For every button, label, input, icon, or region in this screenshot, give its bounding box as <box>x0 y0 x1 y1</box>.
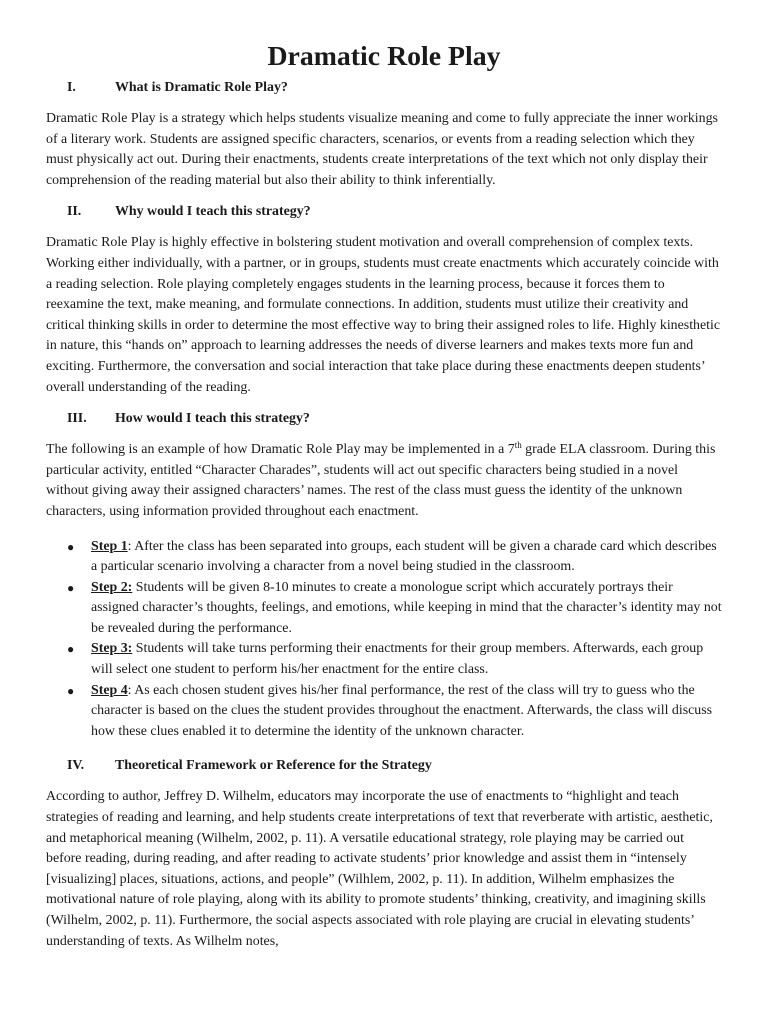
steps-list <box>46 537 722 743</box>
section-number: II. <box>67 204 82 220</box>
step-text: : As each chosen student gives his/her final performance, the rest of the class will try to guess who the character is based on the clues the student provides throughout the enactment. Afterwards, the class will discuss how these clues enabled it to determine the identity of the unknown character. <box>91 682 713 739</box>
section-paragraph-4: According to author, Jeffrey D. Wilhelm, educators may incorporate the use of enactments to “highlight and teach strategies of reading and learning, and help students create interpretations of text that reverberate with artistic, aesthetic, and metaphorical meaning (Wilhelm, 2002, p. 11). A versatile educational strategy, role playing may be carried out before reading, during reading, and after reading to activate students’ prior knowledge and assist them in “intensely [visualizing] places, situations, actions, and people” (Wilhlem, 2002, p. 11). In addition, Wilhelm emphasizes the motivational nature of role playing, along with its ability to promote students’ thinking, creativity, and imagining skills (Wilhelm, 2002, p. 11). Furthermore, the social aspects associated with role playing are crucial in elevating students’ understanding of texts. As Wilhelm notes, <box>46 789 713 949</box>
list-item <box>46 537 722 578</box>
step-text: Students will take turns performing their enactments for their group members. Afterwards, each group will select one student to perform his/her enactment for the entire class. <box>91 641 704 678</box>
section-number: III. <box>67 411 87 427</box>
section-paragraph-1: Dramatic Role Play is a strategy which helps students visualize meaning and come to fully appreciate the inner workings of a literary work. Students are assigned specific characters, scenarios, or events from a reading selection which they must physically act out. During their enactments, students create interpretations of the text which not only display their comprehension of the reading material but also their ability to think inferentially. <box>46 111 718 188</box>
list-item <box>46 578 722 640</box>
step-text: Students will be given 8-10 minutes to create a monologue script which accurately portrays their assigned character’s thoughts, feelings, and emotions, while keeping in mind that the character’s identity may not be revealed during the performance. <box>91 579 722 636</box>
section-paragraph-2: Dramatic Role Play is highly effective in bolstering student motivation and overall comprehension of complex texts. Working either individually, with a partner, or in groups, students must create enactments which accurately coincide with a reading selection. Role playing completely engages students in the learning process, because it forces them to reexamine the text, make meaning, and formulate connections. In addition, students must utilize their creativity and critical thinking skills in order to determine the most effective way to bring their assigned roles to life. Highly kinesthetic in nature, this “hands on” approach to learning addresses the needs of diverse learners and makes texts more fun and exciting. Furthermore, the conversation and social interaction that take place during these enactments deepen students’ overall understanding of the reading. <box>46 235 721 395</box>
step-label: Step 3: <box>91 641 133 657</box>
section-heading-text: Theoretical Framework or Reference for the Strategy <box>115 758 432 774</box>
bullet-icon: ● <box>67 580 75 595</box>
list-item <box>46 639 722 680</box>
section-heading-text: How would I teach this strategy? <box>115 411 310 427</box>
paragraph-text-pre: The following is an example of how Dramatic Role Play may be implemented in a 7 <box>46 442 515 458</box>
paragraph-text-post: grade ELA classroom. During this particular activity, entitled “Character Charades”, students will act out specific characters being studied in a novel without giving away their assigned characters’ names. The rest of the class must guess the identity of the unknown characters, using information provided throughout each enactment. <box>46 442 716 519</box>
bullet-icon: ● <box>67 539 75 554</box>
ordinal-suffix: th <box>514 440 522 451</box>
list-item <box>46 681 722 743</box>
section-heading-text: What is Dramatic Role Play? <box>115 80 288 95</box>
step-text: : After the class has been separated into groups, each student will be given a charade card which describes a particular scenario involving a character from a novel being studied in the classroom. <box>91 538 717 575</box>
step-label: Step 2: <box>91 579 133 595</box>
step-label: Step 1 <box>91 538 128 554</box>
section-paragraph-3 <box>46 440 722 522</box>
bullet-icon: ● <box>67 642 75 657</box>
section-heading-text: Why would I teach this strategy? <box>115 204 311 220</box>
section-heading-4 <box>46 756 722 776</box>
bullet-icon: ● <box>67 683 75 698</box>
step-label: Step 4 <box>91 682 128 698</box>
section-heading-3 <box>46 409 722 429</box>
section-heading-2 <box>46 202 722 222</box>
document-title: Dramatic Role Play <box>267 41 501 72</box>
section-number: IV. <box>67 758 85 774</box>
section-heading-1 <box>46 78 722 98</box>
section-number: I. <box>67 80 76 95</box>
